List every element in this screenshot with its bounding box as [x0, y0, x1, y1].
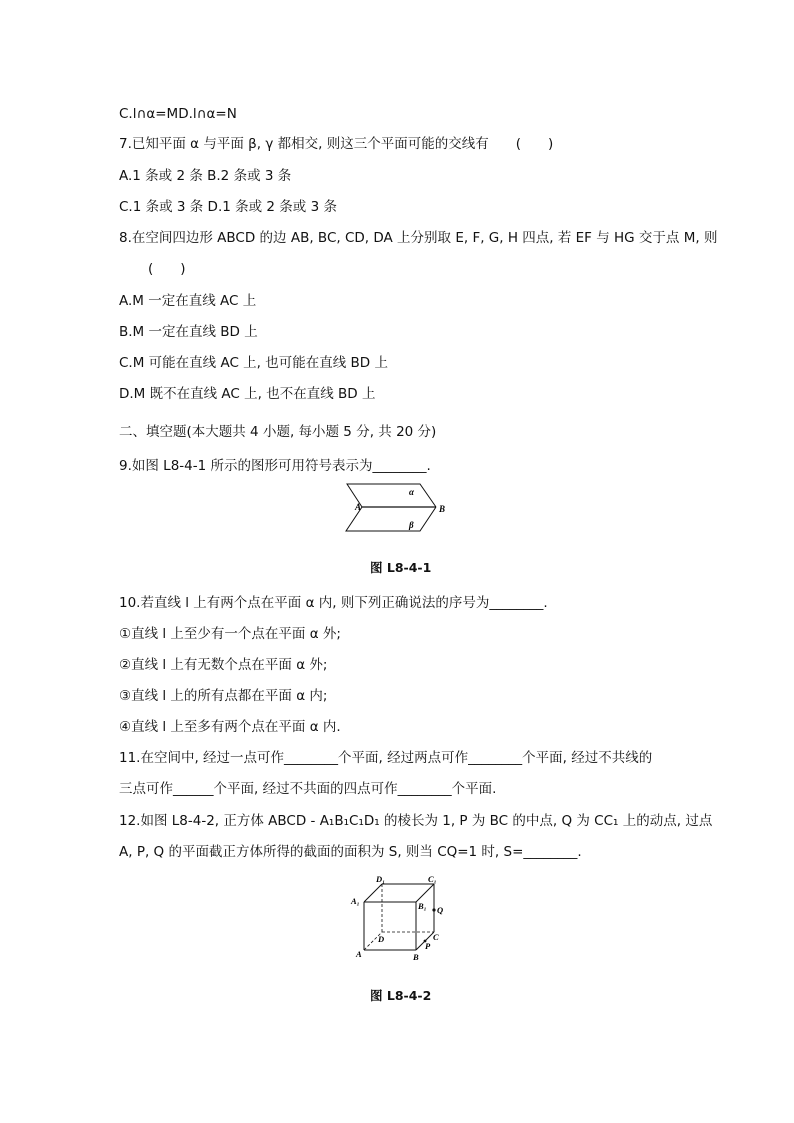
label-b: B — [439, 504, 446, 514]
option-line-q6c: C.l∩α=MD.l∩α=N — [119, 106, 237, 122]
question-7: 7.已知平面 α 与平面 β, γ 都相交, 则这三个平面可能的交线有 ( ) — [119, 136, 554, 152]
edge-b1c1 — [416, 884, 434, 902]
question-11-line1: 11.在空间中, 经过一点可作________个平面, 经过两点可作________个平面, 经过不共线的 — [119, 750, 653, 766]
label-alpha: α — [409, 487, 414, 497]
label-p: P — [425, 941, 431, 951]
question-10: 10.若直线 l 上有两个点在平面 α 内, 则下列正确说法的序号为________. — [119, 595, 548, 611]
label-c: C — [433, 932, 439, 942]
label-a: A — [356, 949, 362, 959]
label-q: Q — [437, 905, 444, 915]
label-d1: D₁ — [376, 874, 386, 884]
label-b: B — [413, 952, 419, 962]
label-a: A — [355, 502, 362, 512]
figure-l8-4-2 — [348, 872, 448, 964]
answer-paren-q8: ( ) — [148, 261, 186, 277]
question-9: 9.如图 L8-4-1 所示的图形可用符号表示为________. — [119, 458, 431, 474]
figure-l8-4-1 — [340, 478, 460, 548]
figure-caption-l8-4-2: 图 L8-4-2 — [370, 988, 432, 1003]
question-12-line2: A, P, Q 的平面截正方体所得的截面的面积为 S, 则当 CQ=1 时, S=________. — [119, 844, 582, 860]
question-11-line2: 三点可作______个平面, 经过不共面的四点可作________个平面. — [119, 781, 497, 797]
label-c1: C₁ — [428, 874, 437, 884]
option-q8b: B.M 一定在直线 BD 上 — [119, 324, 258, 340]
statement-1: ①直线 l 上至少有一个点在平面 α 外; — [119, 626, 341, 642]
option-line-q7cd: C.1 条或 3 条 D.1 条或 2 条或 3 条 — [119, 199, 337, 215]
statement-3: ③直线 l 上的所有点都在平面 α 内; — [119, 688, 328, 704]
label-d: D — [378, 934, 385, 944]
point-q — [432, 908, 435, 911]
label-b1: B₁ — [418, 901, 427, 911]
edge-a1d1 — [364, 884, 382, 902]
statement-2: ②直线 l 上有无数个点在平面 α 外; — [119, 657, 328, 673]
option-q8d: D.M 既不在直线 AC 上, 也不在直线 BD 上 — [119, 386, 376, 402]
figure-caption-l8-4-1: 图 L8-4-1 — [370, 560, 432, 575]
label-beta: β — [409, 520, 414, 530]
question-8: 8.在空间四边形 ABCD 的边 AB, BC, CD, DA 上分别取 E, F, G, H 四点, 若 EF 与 HG 交于点 M, 则 — [119, 230, 718, 246]
option-q8a: A.M 一定在直线 AC 上 — [119, 293, 257, 309]
label-a1: A₁ — [351, 896, 360, 906]
statement-4: ④直线 l 上至多有两个点在平面 α 内. — [119, 719, 341, 735]
option-line-q7ab: A.1 条或 2 条 B.2 条或 3 条 — [119, 168, 292, 184]
section-heading-fill-in: 二、填空题(本大题共 4 小题, 每小题 5 分, 共 20 分) — [119, 424, 437, 440]
question-12-line1: 12.如图 L8-4-2, 正方体 ABCD - A₁B₁C₁D₁ 的棱长为 1, P 为 BC 的中点, Q 为 CC₁ 上的动点, 过点 — [119, 813, 713, 829]
option-q8c: C.M 可能在直线 AC 上, 也可能在直线 BD 上 — [119, 355, 388, 371]
